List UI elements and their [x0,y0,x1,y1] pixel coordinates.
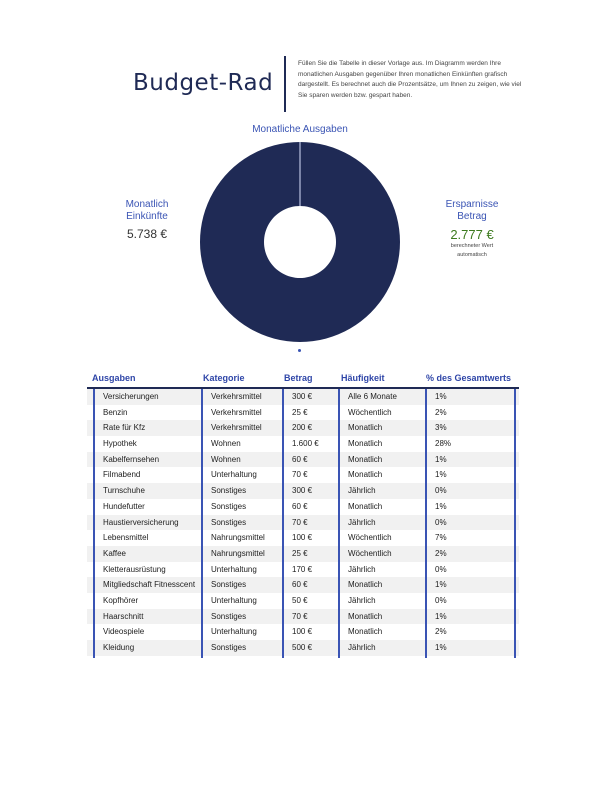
cell-haeufigkeit: Monatlich [348,454,383,464]
column-divider [201,389,203,658]
cell-kategorie: Unterhaltung [211,470,257,480]
expenses-table [87,372,519,656]
cell-betrag: 100 € [292,533,313,543]
cell-kategorie: Wohnen [211,439,241,449]
title-divider [284,56,286,112]
cell-betrag: 25 € [292,407,308,417]
cell-betrag: 170 € [292,564,313,574]
table-row [87,640,519,656]
cell-prozent: 0% [435,595,447,605]
cell-prozent: 0% [435,517,447,527]
cell-prozent: 1% [435,470,447,480]
cell-ausgabe: Turnschuhe [103,486,145,496]
cell-kategorie: Unterhaltung [211,564,257,574]
cell-kategorie: Unterhaltung [211,595,257,605]
cell-betrag: 50 € [292,595,308,605]
cell-kategorie: Nahrungsmittel [211,548,265,558]
cell-prozent: 2% [435,407,447,417]
savings-label: Ersparnisse Betrag [445,199,499,222]
cell-ausgabe: Rate für Kfz [103,423,146,433]
cell-ausgabe: Hundefutter [103,501,145,511]
cell-betrag: 70 € [292,470,308,480]
cell-prozent: 2% [435,627,447,637]
cell-betrag: 100 € [292,627,313,637]
cell-betrag: 70 € [292,611,308,621]
cell-kategorie: Sonstiges [211,611,247,621]
cell-haeufigkeit: Monatlich [348,611,383,621]
cell-betrag: 1.600 € [292,439,319,449]
cell-ausgabe: Kletterausrüstung [103,564,166,574]
cell-betrag: 200 € [292,423,313,433]
cell-prozent: 3% [435,423,447,433]
cell-kategorie: Sonstiges [211,580,247,590]
page-title: Budget-Rad [133,70,274,96]
table-row [87,530,519,546]
cell-ausgabe: Kaffee [103,548,126,558]
cell-ausgabe: Mitgliedschaft Fitnesscent [103,580,196,590]
cell-prozent: 0% [435,564,447,574]
cell-kategorie: Sonstiges [211,643,247,652]
cell-ausgabe: Benzin [103,407,128,417]
cell-haeufigkeit: Jährlich [348,517,376,527]
column-divider [338,389,340,658]
cell-haeufigkeit: Jährlich [348,595,376,605]
cell-haeufigkeit: Monatlich [348,580,383,590]
cell-prozent: 28% [435,439,452,449]
cell-ausgabe: Haustierversicherung [103,517,179,527]
cell-kategorie: Sonstiges [211,517,247,527]
cell-prozent: 1% [435,454,447,464]
cell-kategorie: Verkehrsmittel [211,423,262,433]
cell-prozent: 1% [435,501,447,511]
cell-haeufigkeit: Wöchentlich [348,533,392,543]
cell-haeufigkeit: Monatlich [348,423,383,433]
savings-note: berechneter Wert automatisch [450,243,494,258]
cell-betrag: 300 € [292,486,313,496]
column-divider [93,389,95,658]
cell-betrag: 25 € [292,548,308,558]
cell-prozent: 0% [435,486,447,496]
cell-betrag: 60 € [292,580,308,590]
cell-haeufigkeit: Monatlich [348,470,383,480]
cell-ausgabe: Filmabend [103,470,141,480]
cell-betrag: 60 € [292,454,308,464]
donut-chart [199,141,401,343]
cell-ausgabe: Lebensmittel [103,533,149,543]
cell-prozent: 1% [435,580,447,590]
cell-haeufigkeit: Wöchentlich [348,407,392,417]
income-label: Monatlich Einkünfte [125,199,169,222]
cell-ausgabe: Hypothek [103,439,137,449]
table-row [87,436,519,452]
column-divider [514,389,516,658]
chart-marker-dot [298,349,301,352]
table-row [87,609,519,625]
column-divider [425,389,427,658]
table-row [87,593,519,609]
cell-kategorie: Verkehrsmittel [211,392,262,401]
table-row [87,405,519,421]
table-row [87,452,519,468]
cell-betrag: 300 € [292,392,313,401]
table-row [87,515,519,531]
header-haeufigkeit: Häufigkeit [341,373,385,383]
cell-haeufigkeit: Monatlich [348,627,383,637]
table-row [87,577,519,593]
intro-text: Füllen Sie die Tabelle in dieser Vorlage aus. Im Diagramm werden Ihre monatlichen Ausgaben gegenüber Ihren monatlichen Einkünften grafisch dargestellt. Es berechnet auch die Prozentsätze, um Ihnen zu zeigen, wie viel Sie sparen werden bzw. gespart haben. [298,60,522,99]
column-divider [282,389,284,658]
cell-kategorie: Nahrungsmittel [211,533,265,543]
header-ausgaben: Ausgaben [92,373,136,383]
cell-kategorie: Wohnen [211,454,241,464]
table-row [87,483,519,499]
cell-betrag: 60 € [292,501,308,511]
cell-prozent: 2% [435,548,447,558]
cell-prozent: 7% [435,533,447,543]
cell-kategorie: Sonstiges [211,486,247,496]
income-value: 5.738 € [126,227,168,241]
cell-betrag: 70 € [292,517,308,527]
cell-ausgabe: Versicherungen [103,392,159,401]
cell-kategorie: Verkehrsmittel [211,407,262,417]
cell-prozent: 1% [435,611,447,621]
table-row [87,420,519,436]
table-row [87,624,519,640]
cell-haeufigkeit: Jährlich [348,486,376,496]
table-row [87,546,519,562]
cell-betrag: 500 € [292,643,313,652]
cell-haeufigkeit: Alle 6 Monate [348,392,397,401]
cell-ausgabe: Videospiele [103,627,145,637]
cell-kategorie: Sonstiges [211,501,247,511]
table-body [87,389,519,656]
cell-haeufigkeit: Wöchentlich [348,548,392,558]
cell-haeufigkeit: Jährlich [348,643,376,652]
cell-haeufigkeit: Jährlich [348,564,376,574]
cell-kategorie: Unterhaltung [211,627,257,637]
header-betrag: Betrag [284,373,313,383]
table-row [87,499,519,515]
table-row [87,389,519,405]
cell-ausgabe: Haarschnitt [103,611,144,621]
cell-ausgabe: Kleidung [103,643,135,652]
header-prozent: % des Gesamtwerts [426,373,512,383]
cell-haeufigkeit: Monatlich [348,501,383,511]
header-kategorie: Kategorie [203,373,245,383]
cell-ausgabe: Kopfhörer [103,595,139,605]
savings-value: 2.777 € [450,227,494,242]
cell-haeufigkeit: Monatlich [348,439,383,449]
cell-ausgabe: Kabelfernsehen [103,454,160,464]
table-row [87,562,519,578]
cell-prozent: 1% [435,392,447,401]
table-row [87,467,519,483]
cell-prozent: 1% [435,643,447,652]
chart-title: Monatliche Ausgaben [252,124,348,135]
table-header [87,372,519,389]
